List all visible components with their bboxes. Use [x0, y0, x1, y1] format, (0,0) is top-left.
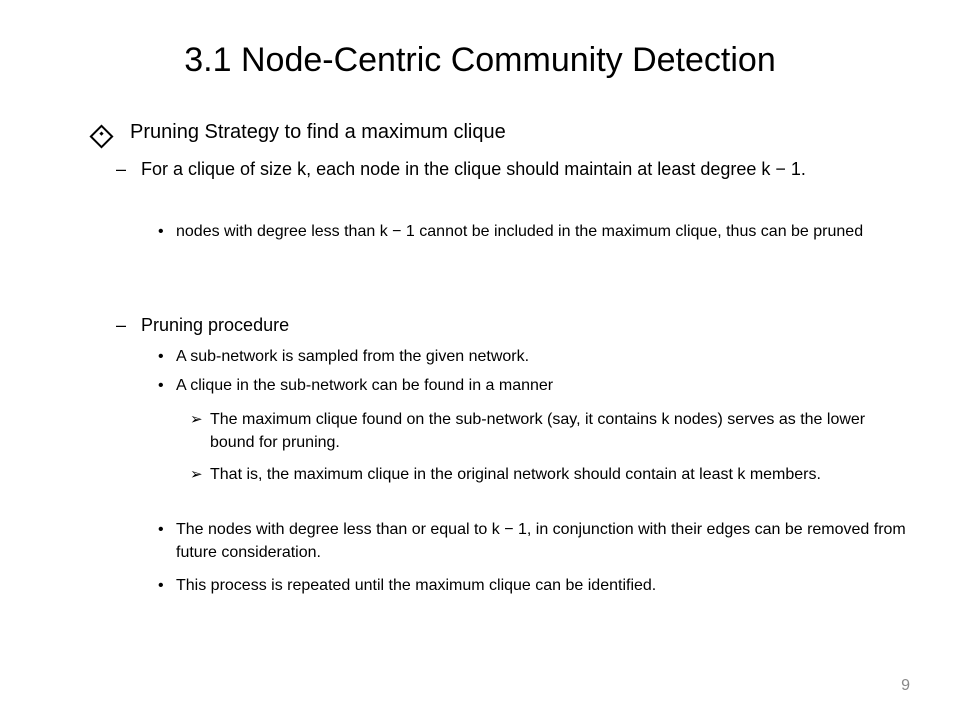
dot-marker: •	[158, 377, 164, 394]
diamond-bullet-icon	[90, 119, 107, 146]
arrow-bullet-text: The maximum clique found on the sub-network (say, it contains k nodes) serves as the lower bound for pruning.	[210, 411, 866, 451]
main-bullet-text: Pruning Strategy to find a maximum clique	[130, 121, 506, 143]
sub-sub-bullet-sample	[155, 345, 915, 368]
arrow-bullet-text: That is, the maximum clique in the original network should contain at least k members.	[210, 466, 821, 483]
sub-sub-bullet-find-clique	[155, 374, 915, 397]
slide-number: 9	[901, 677, 910, 694]
sub-bullet-text: Pruning procedure	[141, 315, 290, 335]
dot-marker: •	[158, 521, 164, 538]
dash-marker: –	[116, 315, 127, 335]
dot-marker: •	[158, 577, 164, 594]
sub-sub-bullet-text: nodes with degree less than k − 1 cannot be included in the maximum clique, thus can be pruned	[176, 223, 864, 240]
sub-bullet-pruning-procedure	[116, 312, 916, 338]
dot-marker: •	[158, 223, 164, 240]
sub-sub-bullet-repeat	[155, 574, 915, 597]
slide-title: 3.1 Node-Centric Community Detection	[184, 41, 776, 79]
sub-bullet-text: For a clique of size k, each node in the clique should maintain at least degree k − 1.	[141, 159, 806, 179]
arrow-bullet-icon: ➢	[190, 410, 203, 428]
sub-sub-bullet-text: A sub-network is sampled from the given network.	[176, 348, 530, 365]
sub-bullet-clique-size	[116, 156, 916, 182]
dot-marker: •	[158, 348, 164, 365]
arrow-bullet-lower-bound	[190, 408, 900, 454]
sub-sub-bullet-remove-nodes	[155, 518, 915, 564]
sub-sub-bullet-text: A clique in the sub-network can be found in a manner	[176, 377, 554, 394]
arrow-bullet-icon: ➢	[190, 465, 203, 483]
sub-sub-bullet-text: This process is repeated until the maximum clique can be identified.	[176, 577, 657, 594]
arrow-bullet-original-network	[190, 463, 900, 486]
main-bullet	[90, 119, 920, 146]
sub-sub-bullet-prune-rule	[155, 220, 915, 243]
dash-marker: –	[116, 159, 127, 179]
sub-sub-bullet-text: The nodes with degree less than or equal to k − 1, in conjunction with their edges can be removed from future consideration.	[176, 521, 906, 561]
